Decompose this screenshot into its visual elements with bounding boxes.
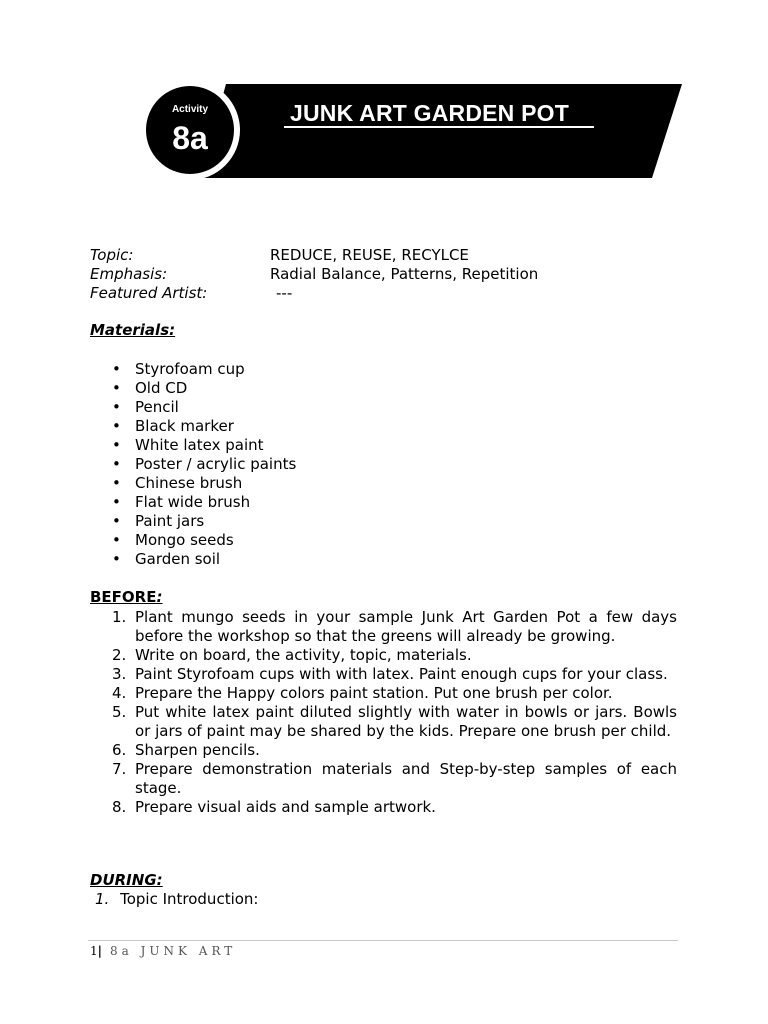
page-number: 1 — [90, 944, 98, 958]
topic-value: REDUCE, REUSE, RECYLCE — [270, 246, 469, 264]
during-item-text: Topic Introduction: — [120, 890, 259, 908]
title-underline — [284, 126, 594, 128]
bullet-icon: • — [112, 436, 121, 454]
emphasis-value: Radial Balance, Patterns, Repetition — [270, 265, 539, 283]
list-item: • Styrofoam cup — [112, 360, 245, 378]
bullet-icon: • — [112, 455, 121, 473]
list-item: • Garden soil — [112, 550, 221, 568]
before-heading-text: BEFORE — [90, 588, 157, 606]
list-item: • Black marker — [112, 417, 234, 435]
during-list-item — [95, 890, 258, 909]
materials-list — [90, 360, 490, 569]
during-heading: DURING: — [90, 871, 163, 889]
before-heading-colon: : — [156, 588, 163, 606]
title-banner-shape — [200, 84, 682, 178]
footer-page-number — [90, 944, 102, 958]
footer-divider — [88, 940, 678, 941]
bullet-icon: • — [112, 360, 121, 378]
list-item: 8. Prepare visual aids and sample artwork. — [112, 798, 436, 816]
bullet-icon: • — [112, 474, 121, 492]
featured-artist-value: --- — [276, 284, 293, 302]
list-item: • Flat wide brush — [112, 493, 251, 511]
topic-label: Topic: — [90, 246, 134, 264]
list-item: • Poster / acrylic paints — [112, 455, 297, 473]
list-item: 1. Plant mungo seeds in your sample Junk Art Garden Pot a few days before the workshop so that the greens will already be growing. — [112, 608, 677, 645]
before-heading — [90, 588, 162, 606]
list-item: • Pencil — [112, 398, 179, 416]
list-item: • Paint jars — [112, 512, 205, 530]
list-item: 4. Prepare the Happy colors paint station. Put one brush per color. — [112, 684, 613, 702]
list-item: • White latex paint — [112, 436, 264, 454]
bullet-icon: • — [112, 417, 121, 435]
list-item: • Old CD — [112, 379, 188, 397]
footer-separator: | — [97, 944, 103, 958]
list-item: 7. Prepare demonstration materials and Step-by-step samples of each stage. — [112, 760, 677, 797]
list-item: 6. Sharpen pencils. — [112, 741, 260, 759]
activity-number: 8a — [172, 120, 208, 156]
bullet-icon: • — [112, 531, 121, 549]
during-item-number: 1. — [95, 890, 110, 908]
list-item: 3. Paint Styrofoam cups with with latex. Paint enough cups for your class. — [112, 665, 668, 683]
before-steps-list — [90, 608, 677, 817]
emphasis-label: Emphasis: — [90, 265, 168, 283]
bullet-icon: • — [112, 550, 121, 568]
list-item: 2. Write on board, the activity, topic, materials. — [112, 646, 472, 664]
bullet-icon: • — [112, 379, 121, 397]
list-item: • Chinese brush — [112, 474, 243, 492]
page-title: JUNK ART GARDEN POT — [290, 100, 569, 126]
list-item: • Mongo seeds — [112, 531, 234, 549]
bullet-icon: • — [112, 398, 121, 416]
footer-running-title: 8a JUNK ART — [110, 944, 237, 958]
bullet-icon: • — [112, 493, 121, 511]
featured-artist-label: Featured Artist: — [90, 284, 208, 302]
bullet-icon: • — [112, 512, 121, 530]
activity-label: Activity — [171, 104, 209, 115]
materials-heading: Materials: — [90, 321, 176, 339]
list-item: 5. Put white latex paint diluted slightly with water in bowls or jars. Bowls or jars of paint may be shared by the kids. Prepare one brush per child. — [112, 703, 677, 740]
